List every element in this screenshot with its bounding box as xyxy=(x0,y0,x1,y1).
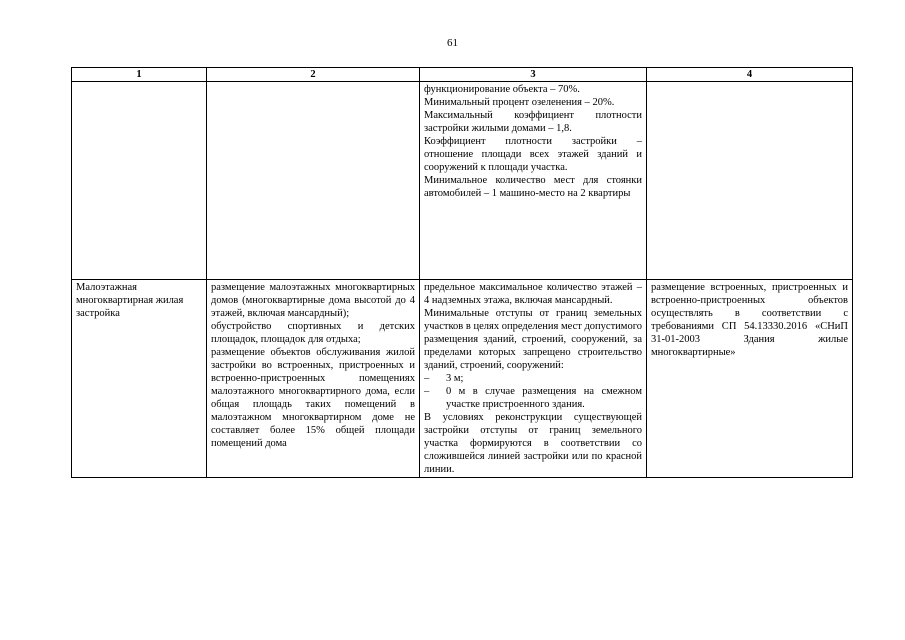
header-col-3: 3 xyxy=(420,68,647,82)
zone-name: Малоэтажная многоквартирная жилая застройка xyxy=(76,282,184,319)
param-text: Минимальные отступы от границ земельных участков в целях определения мест допустимого размещения зданий, строений, сооружений, за пределами которых запрещено строительство зданий, строений, сооружений: xyxy=(424,308,642,371)
row1-params-cell xyxy=(420,82,647,280)
row2-use-cell xyxy=(207,280,420,478)
header-row xyxy=(72,68,853,82)
row2-params-cell xyxy=(420,280,647,478)
row1-notes-cell xyxy=(647,82,853,280)
note-text: размещение встроенных, пристроенных и встроенно-пристроенных объектов осуществлять в соответствии с требованиями СП 54.13330.2016 «СНиП 31-01-2003 Здания жилые многоквартирные» xyxy=(651,282,848,358)
param-text: Минимальное количество мест для стоянки автомобилей – 1 машино-место на 2 квартиры xyxy=(424,175,642,199)
use-text: размещение малоэтажных многоквартирных домов (многоквартирные дома высотой до 4 этажей, включая мансардный); xyxy=(211,282,415,319)
page-number: 61 xyxy=(447,37,458,49)
list-item xyxy=(424,385,642,411)
list-item xyxy=(424,372,642,385)
row2-notes-cell xyxy=(647,280,853,478)
list-item-text: 0 м в случае размещения на смежном участке пристроенного здания. xyxy=(446,386,642,410)
dash-bullet: – xyxy=(424,386,430,397)
table-row xyxy=(72,82,853,280)
param-text: В условиях реконструкции существующей застройки отступы от границ земельного участка формируются в соответствии со сложившейся линией застройки или по красной линии. xyxy=(424,412,642,475)
use-text: размещение объектов обслуживания жилой застройки во встроенных, пристроенных и встроенно-пристроенных помещениях малоэтажного многоквартирного дома, если общая площадь таких помещений в малоэтажном многоквартирном доме не составляет более 15% общей площади помещений дома xyxy=(211,347,415,449)
table-row xyxy=(72,280,853,478)
row2-zone-cell xyxy=(72,280,207,478)
param-text: Минимальный процент озеленения – 20%. xyxy=(424,97,615,108)
regulations-table xyxy=(71,67,853,478)
param-text: функционирование объекта – 70%. xyxy=(424,84,580,95)
list-item-text: 3 м; xyxy=(446,373,464,384)
header-col-1: 1 xyxy=(72,68,207,82)
row1-zone-cell xyxy=(72,82,207,280)
header-col-2: 2 xyxy=(207,68,420,82)
param-text: Максимальный коэффициент плотности застройки жилыми домами – 1,8. xyxy=(424,110,642,134)
row1-use-cell xyxy=(207,82,420,280)
header-col-4: 4 xyxy=(647,68,853,82)
dash-bullet: – xyxy=(424,373,430,384)
param-text: предельное максимальное количество этажей – 4 надземных этажа, включая мансардный. xyxy=(424,282,642,306)
param-text: Коэффициент плотности застройки – отношение площади всех этажей зданий и сооружений к площади участка. xyxy=(424,136,642,173)
use-text: обустройство спортивных и детских площадок, площадок для отдыха; xyxy=(211,321,415,345)
